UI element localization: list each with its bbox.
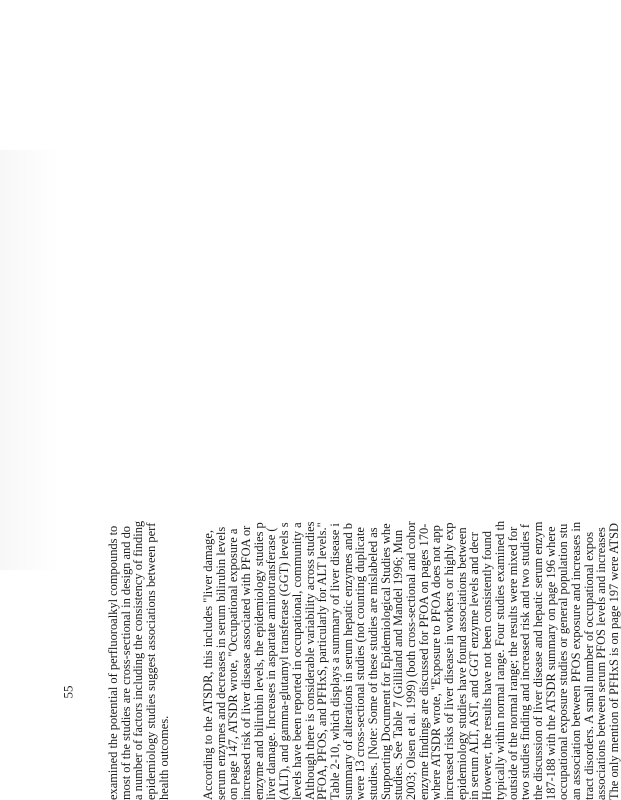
text-line: The only mention of PFHxS is on page 197 were ATSD xyxy=(607,522,621,800)
text-line: Table 2-10, which displays a summary of liver disease i xyxy=(327,523,342,800)
text-line: epidemiology studies suggest associations between perf xyxy=(144,522,159,800)
text-line: serum enzymes and decreases in serum bilirubin levels xyxy=(213,526,228,800)
page-number: 55 xyxy=(60,685,76,699)
text-line: tract disorders. A small number of occupational expos xyxy=(581,531,596,800)
text-line: outside of the normal range; the results were mixed for xyxy=(505,526,520,800)
paragraph-2 xyxy=(202,320,621,800)
text-line: on page 147, ATSDR wrote, "Occupational exposure a xyxy=(226,528,241,800)
text-line: (ALT), and gamma-glutamyl transferase (GGT) levels s xyxy=(277,522,292,800)
text-line: the discussion of liver disease and hepatic serum enzym xyxy=(530,521,545,800)
text-line: increased risk of liver disease associated with PFOA or xyxy=(239,525,254,800)
text-line: liver damage. Increases in aspartate aminotransferase ( xyxy=(264,527,279,800)
text-line: studies. See Table 7 (Gilliland and Mandel 1996; Mun xyxy=(391,529,406,800)
text-line: an association between PFOS exposure and increases in xyxy=(568,521,583,800)
text-line: summary of alterations in serum hepatic enzymes and b xyxy=(340,522,355,800)
text-line: Supporting Document for Epidemiological Studies whe xyxy=(378,523,393,800)
text-line: two studies finding and increased risk and two studies f xyxy=(518,523,533,800)
scan-shadow xyxy=(0,150,60,570)
text-line: 187-188 with the ATSDR summary on page 196 where xyxy=(543,526,558,800)
text-line: health outcomes. xyxy=(156,715,171,800)
text-line: most of the studies are cross-sectional in design and do xyxy=(118,526,133,800)
text-line: enzyme findings are discussed for PFOA on pages 170- xyxy=(416,523,431,800)
text-line: Although there is considerable variability across studies xyxy=(302,521,317,800)
text-line: enzyme and bilirubin levels, the epidemiology studies p xyxy=(251,522,266,800)
text-line: associations between serum PFOS levels and increases xyxy=(594,527,609,800)
text-line: in serum ALT, AST, and GGT enzyme levels and decr xyxy=(467,532,482,800)
text-line: occupational exposure studies or general population stu xyxy=(556,523,571,800)
text-line: However, the results have not been consistently found xyxy=(480,531,495,800)
text-line: PFOA, PFOS, and PFHxS, particularly for ALT levels." xyxy=(315,522,330,800)
text-line: epidemiology studies have found associations between xyxy=(454,527,469,800)
text-line: 2003; Olsen et al. 1999) (both cross-sectional and cohor xyxy=(404,521,418,800)
text-line: were 13 cross-sectional studies (not counting duplicate xyxy=(353,527,368,800)
text-line: studies. [Note: Some of these studies are mislabeled as xyxy=(365,527,380,800)
rotated-text-block xyxy=(104,320,621,800)
text-line: examined the potential of perfluoroalkyl compounds to xyxy=(106,525,120,800)
paragraph-1 xyxy=(107,320,170,800)
text-line: typically within normal range. Four studies examined th xyxy=(492,520,507,800)
text-line: According to the ATSDR, this includes "liver damage, xyxy=(201,529,215,800)
text-line: levels have been reported in occupational, community a xyxy=(289,522,304,800)
text-line: where ATSDR wrote, "Exposure to PFOA does not app xyxy=(429,525,444,800)
text-line: a number of factors including the consistency of finding xyxy=(131,520,146,800)
text-line: increased risks of liver disease in workers or highly exp xyxy=(442,522,457,800)
